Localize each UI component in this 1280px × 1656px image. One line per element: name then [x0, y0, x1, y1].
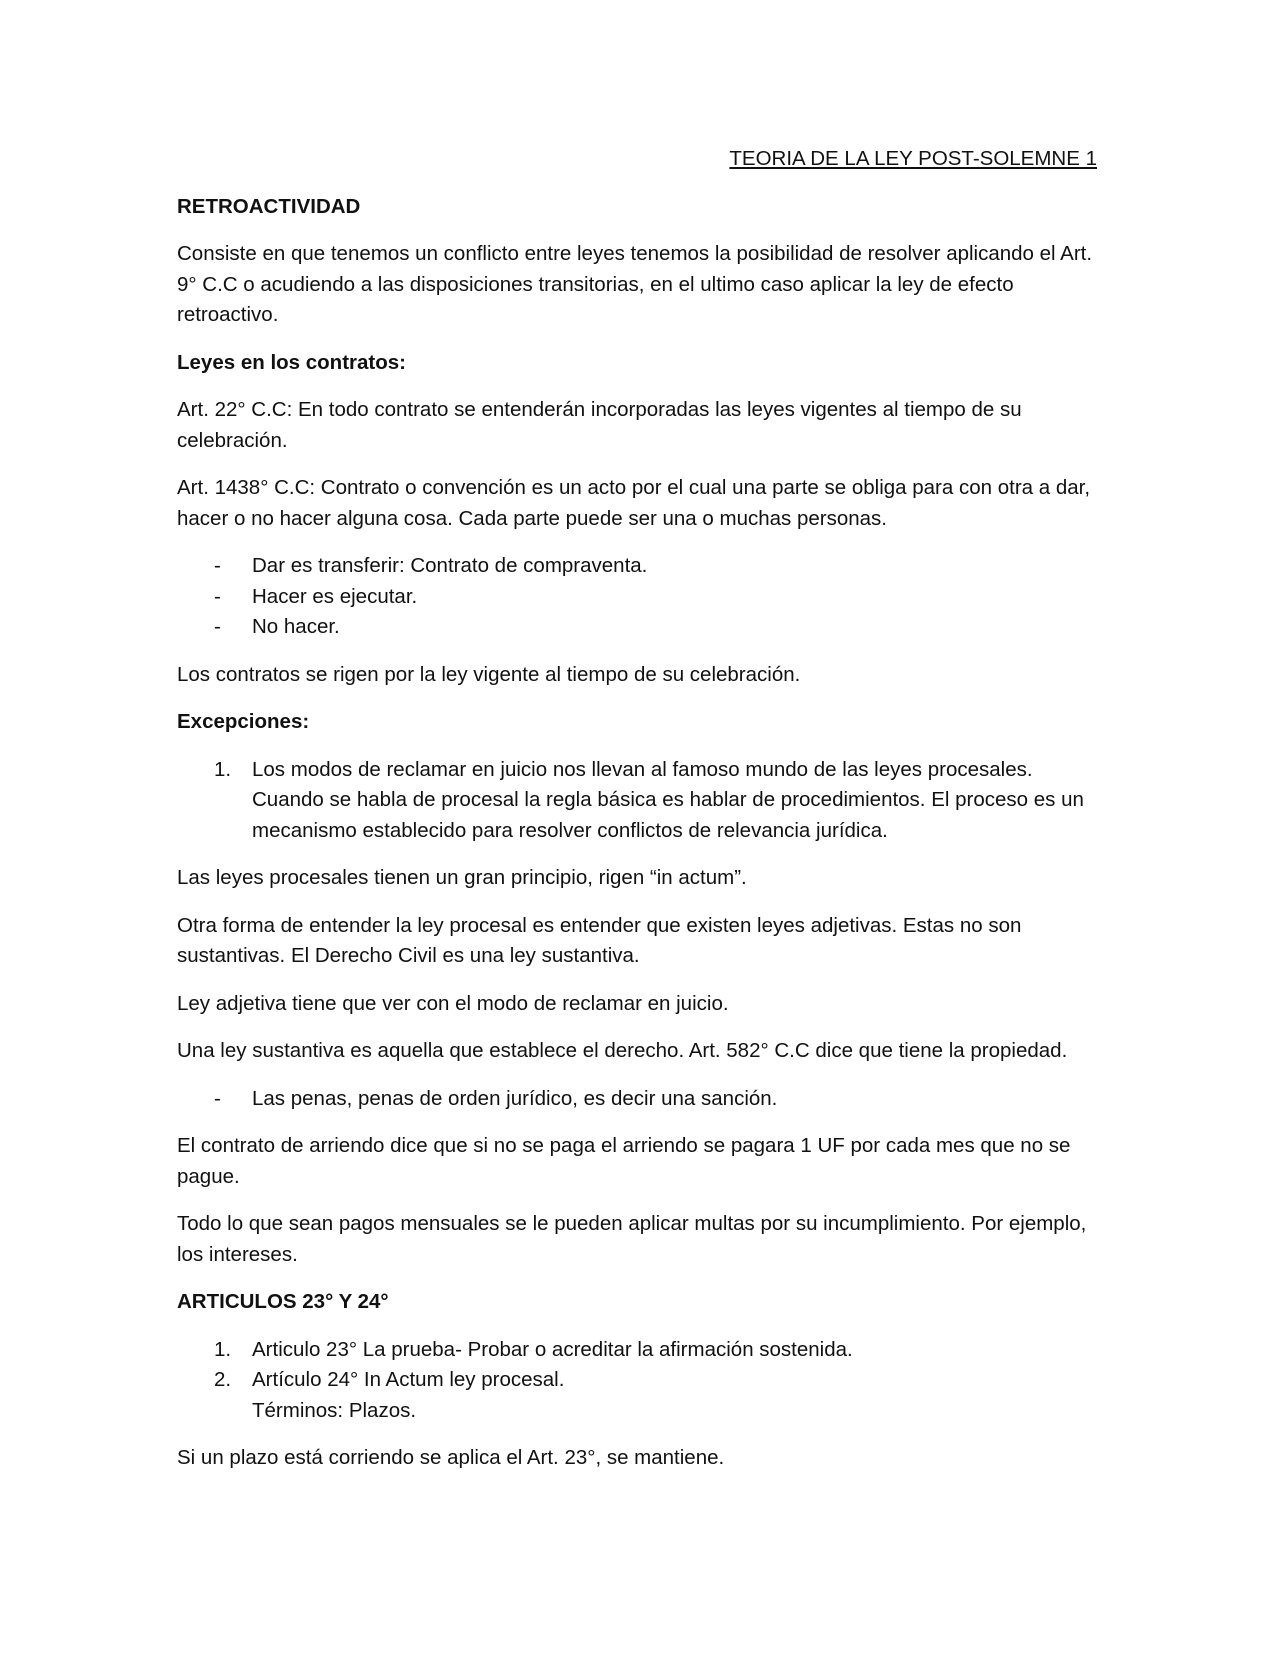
- paragraph-otra-forma: Otra forma de entender la ley procesal es entender que existen leyes adjetivas. Estas no son sustantivas. El Derecho Civil es una ley sustantiva.: [177, 913, 1022, 967]
- list-item: [177, 1335, 1097, 1366]
- list-item: [177, 1365, 1097, 1426]
- paragraph-ley-sustantiva: Una ley sustantiva es aquella que establece el derecho. Art. 582° C.C dice que tiene la propiedad.: [177, 1039, 1068, 1062]
- penas-list: [177, 1084, 1097, 1115]
- list-item: [177, 582, 1097, 613]
- list-item: [177, 1084, 1097, 1115]
- heading-retroactividad: RETROACTIVIDAD: [177, 194, 361, 218]
- list-item-text: Artículo 24° In Actum ley procesal.: [252, 1368, 565, 1391]
- dash-marker: -: [214, 584, 221, 608]
- list-item: [177, 755, 1097, 847]
- number-marker: 2.: [214, 1368, 232, 1391]
- list-item-text: Las penas, penas de orden jurídico, es decir una sanción.: [252, 1086, 778, 1110]
- list-item-subtext: Términos: Plazos.: [252, 1398, 417, 1422]
- paragraph-procesales-principio: Las leyes procesales tienen un gran principio, rigen “in actum”.: [177, 866, 747, 889]
- number-marker: 1.: [214, 1337, 232, 1361]
- paragraph-plazo: Si un plazo está corriendo se aplica el Art. 23°, se mantiene.: [177, 1446, 725, 1469]
- paragraph-contratos-rigen: Los contratos se rigen por la ley vigente al tiempo de su celebración.: [177, 662, 801, 686]
- paragraph-retroactividad: Consiste en que tenemos un conflicto entre leyes tenemos la posibilidad de resolver aplicando el Art. 9° C.C o acudiendo a las disposiciones transitorias, en el ultimo caso aplicar la ley de efecto retroactivo.: [177, 242, 1093, 326]
- paragraph-arriendo: El contrato de arriendo dice que si no se paga el arriendo se pagara 1 UF por cada mes que no se pague.: [177, 1134, 1071, 1188]
- paragraph-art22: Art. 22° C.C: En todo contrato se entenderán incorporadas las leyes vigentes al tiempo de su celebración.: [177, 398, 1022, 452]
- obligations-list: [177, 551, 1097, 643]
- list-item-text: Articulo 23° La prueba- Probar o acreditar la afirmación sostenida.: [252, 1337, 853, 1361]
- heading-articulos: ARTICULOS 23° Y 24°: [177, 1290, 389, 1313]
- list-item: [177, 551, 1097, 582]
- list-item-text: Los modos de reclamar en juicio nos llevan al famoso mundo de las leyes procesales. Cuando se habla de procesal la regla básica es hablar de procedimientos. El proceso es un mecanismo establecido para resolver conflictos de relevancia jurídica.: [252, 757, 1084, 842]
- document-header: TEORIA DE LA LEY POST-SOLEMNE 1: [729, 147, 1097, 170]
- list-item-text: No hacer.: [252, 615, 340, 638]
- excepciones-list: [177, 755, 1097, 847]
- dash-marker: -: [214, 554, 221, 577]
- list-item-text: Hacer es ejecutar.: [252, 584, 418, 608]
- heading-leyes-contratos: Leyes en los contratos:: [177, 350, 406, 374]
- dash-marker: -: [214, 615, 221, 638]
- heading-excepciones: Excepciones:: [177, 710, 310, 733]
- list-item: [177, 612, 1097, 643]
- articulos-list: [177, 1335, 1097, 1427]
- paragraph-ley-adjetiva: Ley adjetiva tiene que ver con el modo de reclamar en juicio.: [177, 991, 729, 1015]
- list-item-text: Dar es transferir: Contrato de compraventa.: [252, 554, 648, 577]
- number-marker: 1.: [214, 757, 232, 781]
- dash-marker: -: [214, 1086, 221, 1110]
- document-page: [177, 144, 1097, 1491]
- paragraph-pagos: Todo lo que sean pagos mensuales se le pueden aplicar multas por su incumplimiento. Por ejemplo, los intereses.: [177, 1212, 1087, 1266]
- paragraph-art1438: Art. 1438° C.C: Contrato o convención es un acto por el cual una parte se obliga para con otra a dar, hacer o no hacer alguna cosa. Cada parte puede ser una o muchas personas.: [177, 476, 1091, 530]
